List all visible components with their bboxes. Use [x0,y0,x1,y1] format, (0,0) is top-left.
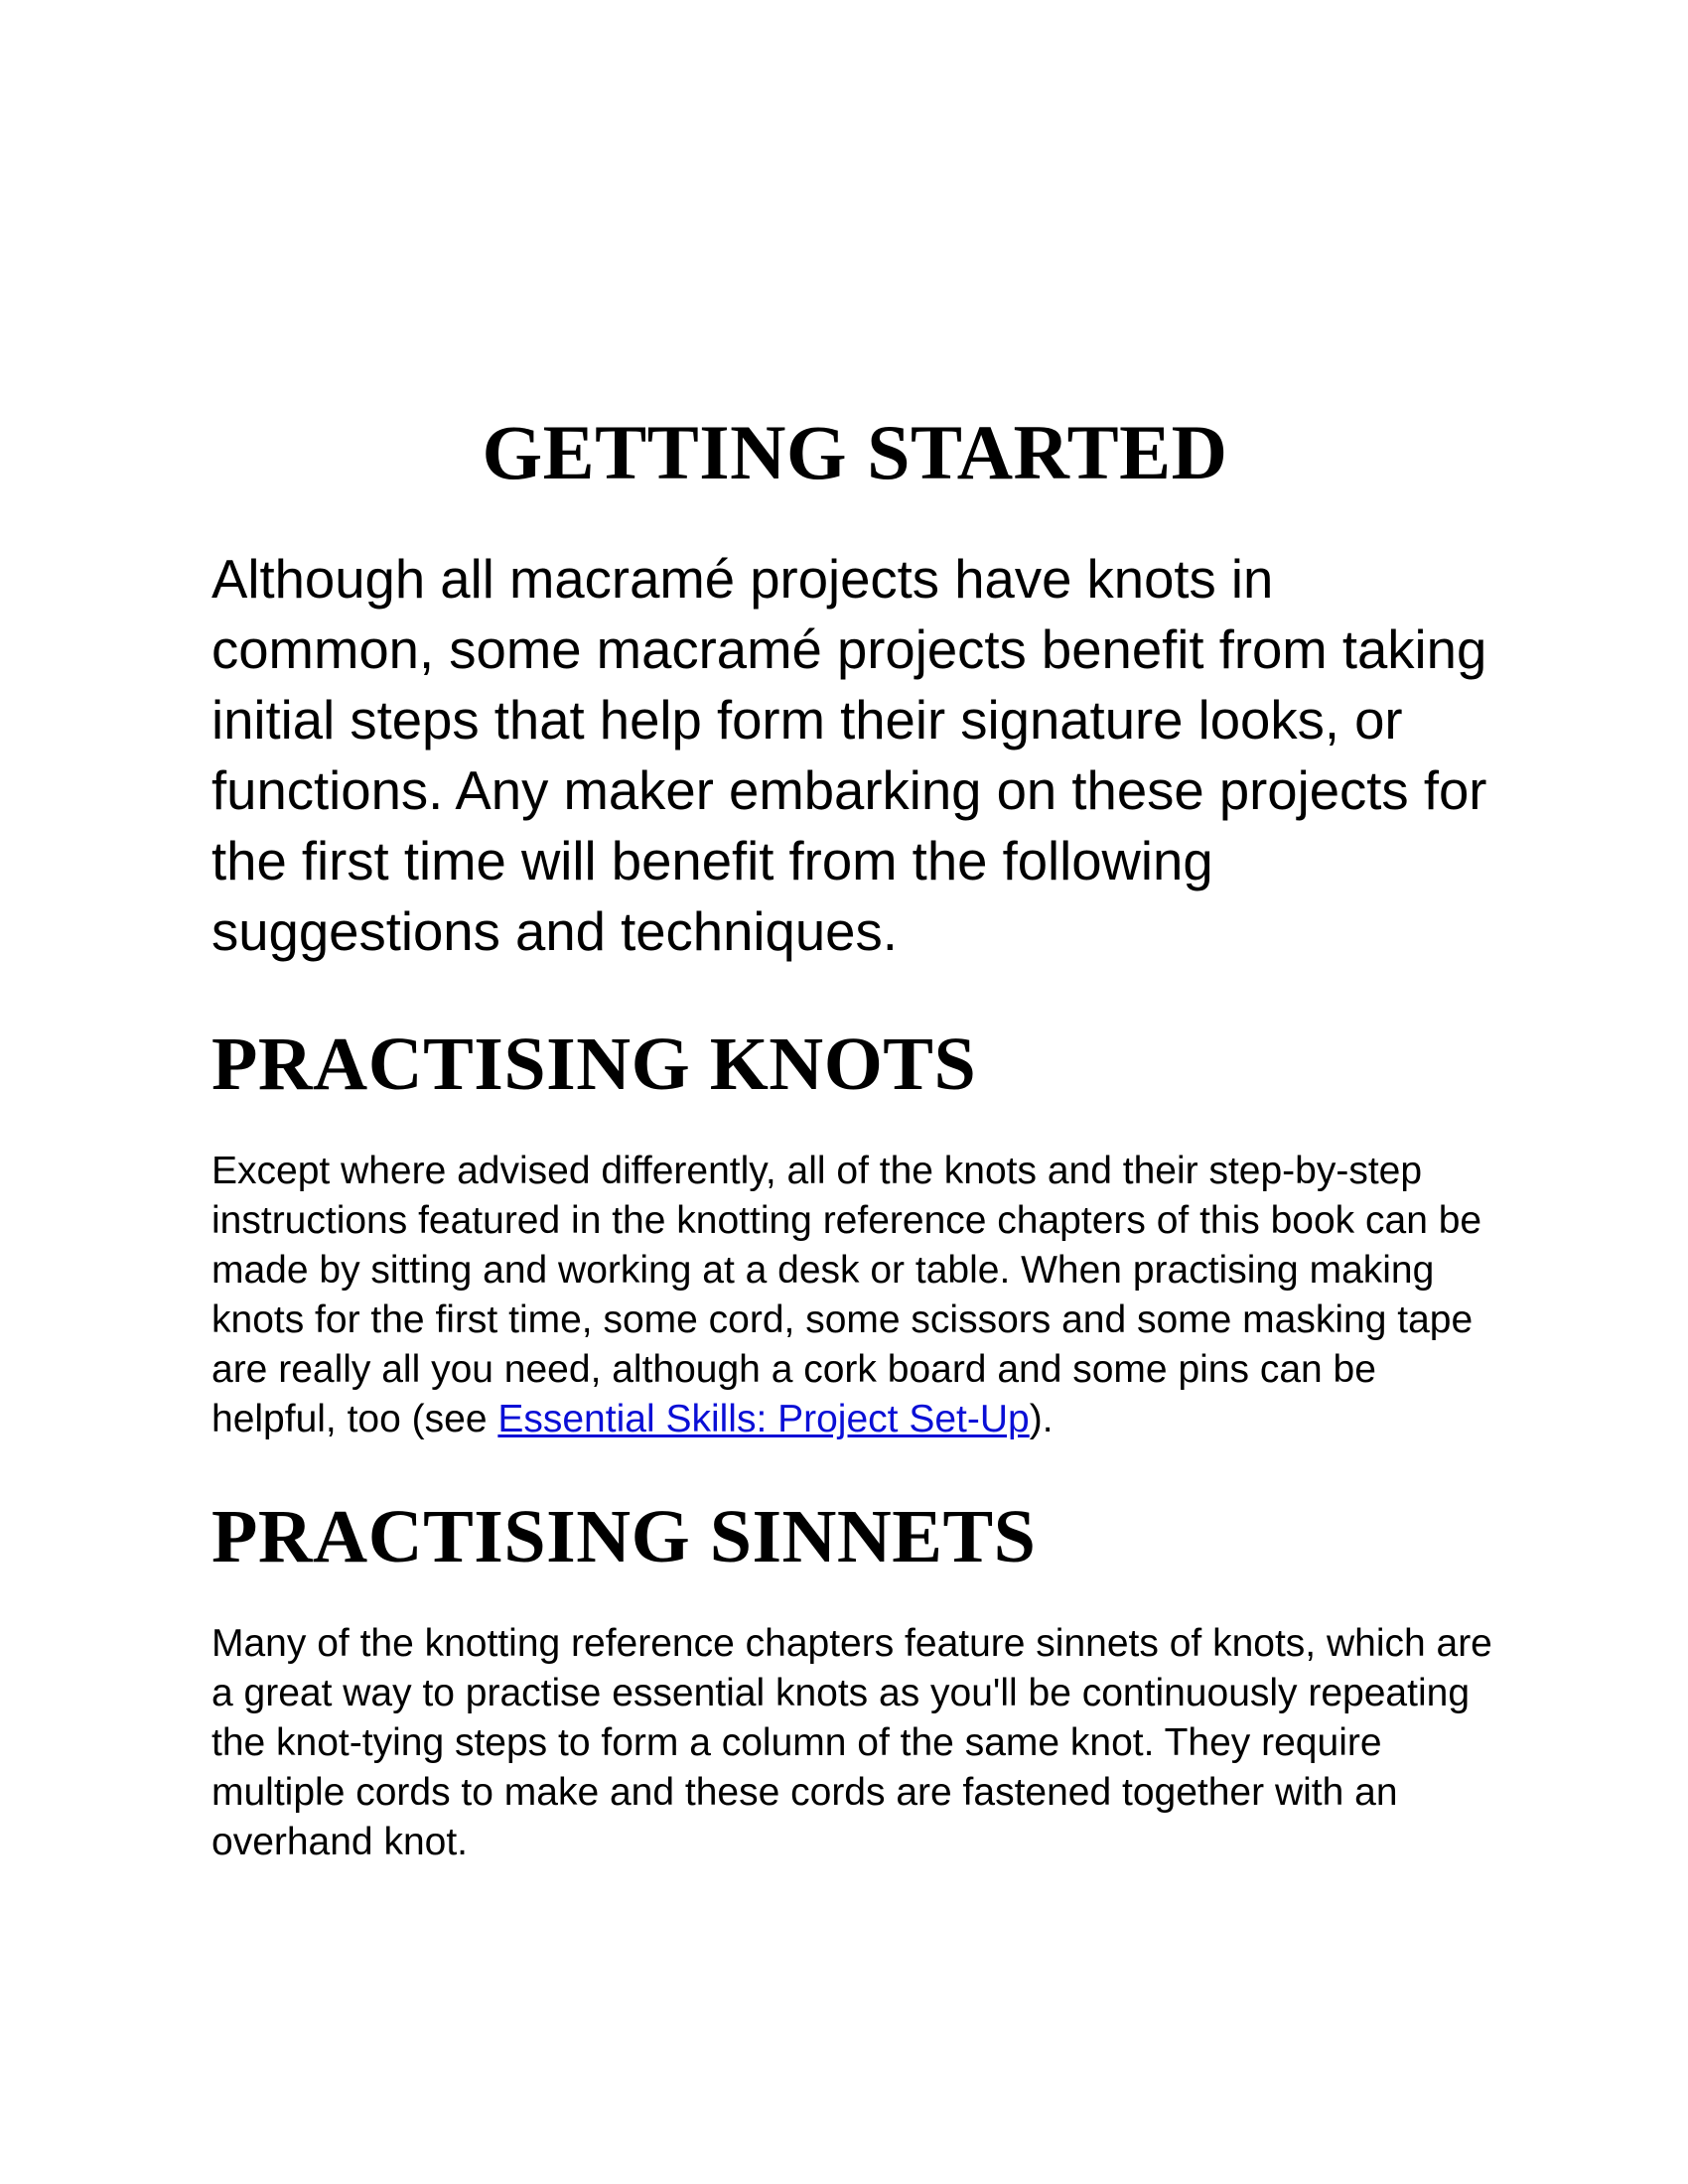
intro-paragraph: Although all macramé projects have knots in common, some macramé projects benefit from taking initial steps that help form their signature looks, or functions. Any maker embarking on these projects for the first time will benefit from the following suggestions and techniques. [211,549,1487,962]
paragraph-text-after-link: ). [1029,1398,1054,1440]
section-heading-practising-sinnets: PRACTISING SINNETS [211,1495,1037,1578]
essential-skills-project-setup-link[interactable]: Essential Skills: Project Set-Up [497,1398,1030,1440]
paragraph-text-before-link: Except where advised differently, all of the knots and their step-by-step instructions featured in the knotting reference chapters of this book can be made by sitting and working at a desk or table. When practising making knots for the first time, some cord, some scissors and some masking tape are really all you need, although a cork board and some pins can be helpful, too (see [211,1150,1482,1440]
section-heading-practising-knots: PRACTISING KNOTS [211,1023,977,1106]
page-title: GETTING STARTED [482,409,1228,495]
page-content [211,399,1492,1867]
section-paragraph-practising-knots [211,1147,1502,1444]
section-paragraph-practising-sinnets: Many of the knotting reference chapters feature sinnets of knots, which are a great way to practise essential knots as you'll be continuously repeating the knot-tying steps to form a column of the same knot. They require multiple cords to make and these cords are fastened together with an overhand knot. [211,1622,1492,1863]
